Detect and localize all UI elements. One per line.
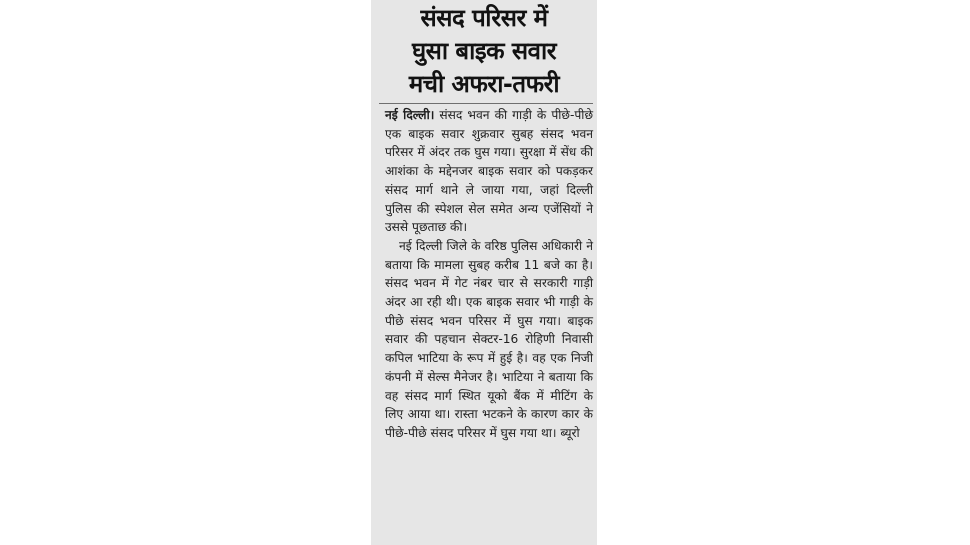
- paragraph-2: नई दिल्ली जिले के वरिष्ठ पुलिस अधिकारी ने बताया कि मामला सुबह करीब 11 बजे का है। संसद भवन में गेट नंबर चार से सरकारी गाड़ी अंदर आ रही थी। एक बाइक सवार भी गाड़ी के पीछे संसद भवन परिसर में घुस गया। बाइक सवार की पहचान सेक्टर-16 रोहिणी निवासी कपिल भाटिया के रूप में हुई है। वह एक निजी कंपनी में सेल्स मैनेजर है। भाटिया ने बताया कि वह संसद मार्ग स्थित यूको बैंक में मीटिंग के लिए आया था। रास्ता भटकने के कारण कार के पीछे-पीछे संसद परिसर में घुस गया था। ब्यूरो: [385, 238, 593, 440]
- newspaper-clipping: [371, 0, 597, 545]
- paragraph-1-text: संसद भवन की गाड़ी के पीछे-पीछे एक बाइक सवार शुक्रवार सुबह संसद भवन परिसर में अंदर तक घुस गया। सुरक्षा में सेंध की आशंका के मद्देनजर बाइक सवार को पकड़कर संसद मार्ग थाने ले जाया गया, जहां दिल्ली पुलिस की स्पेशल सेल समेत अन्य एजेंसियों ने उससे पूछताछ की।: [385, 108, 593, 235]
- headline-line-3: मची अफरा-तफरी: [408, 70, 560, 98]
- headline: [371, 0, 597, 101]
- article-body: [371, 106, 597, 443]
- headline-line-1: संसद परिसर में: [420, 4, 548, 32]
- dateline: नई दिल्ली।: [385, 108, 435, 122]
- paragraph-1: [385, 106, 593, 237]
- headline-line-2: घुसा बाइक सवार: [411, 37, 557, 65]
- headline-divider: [379, 103, 593, 104]
